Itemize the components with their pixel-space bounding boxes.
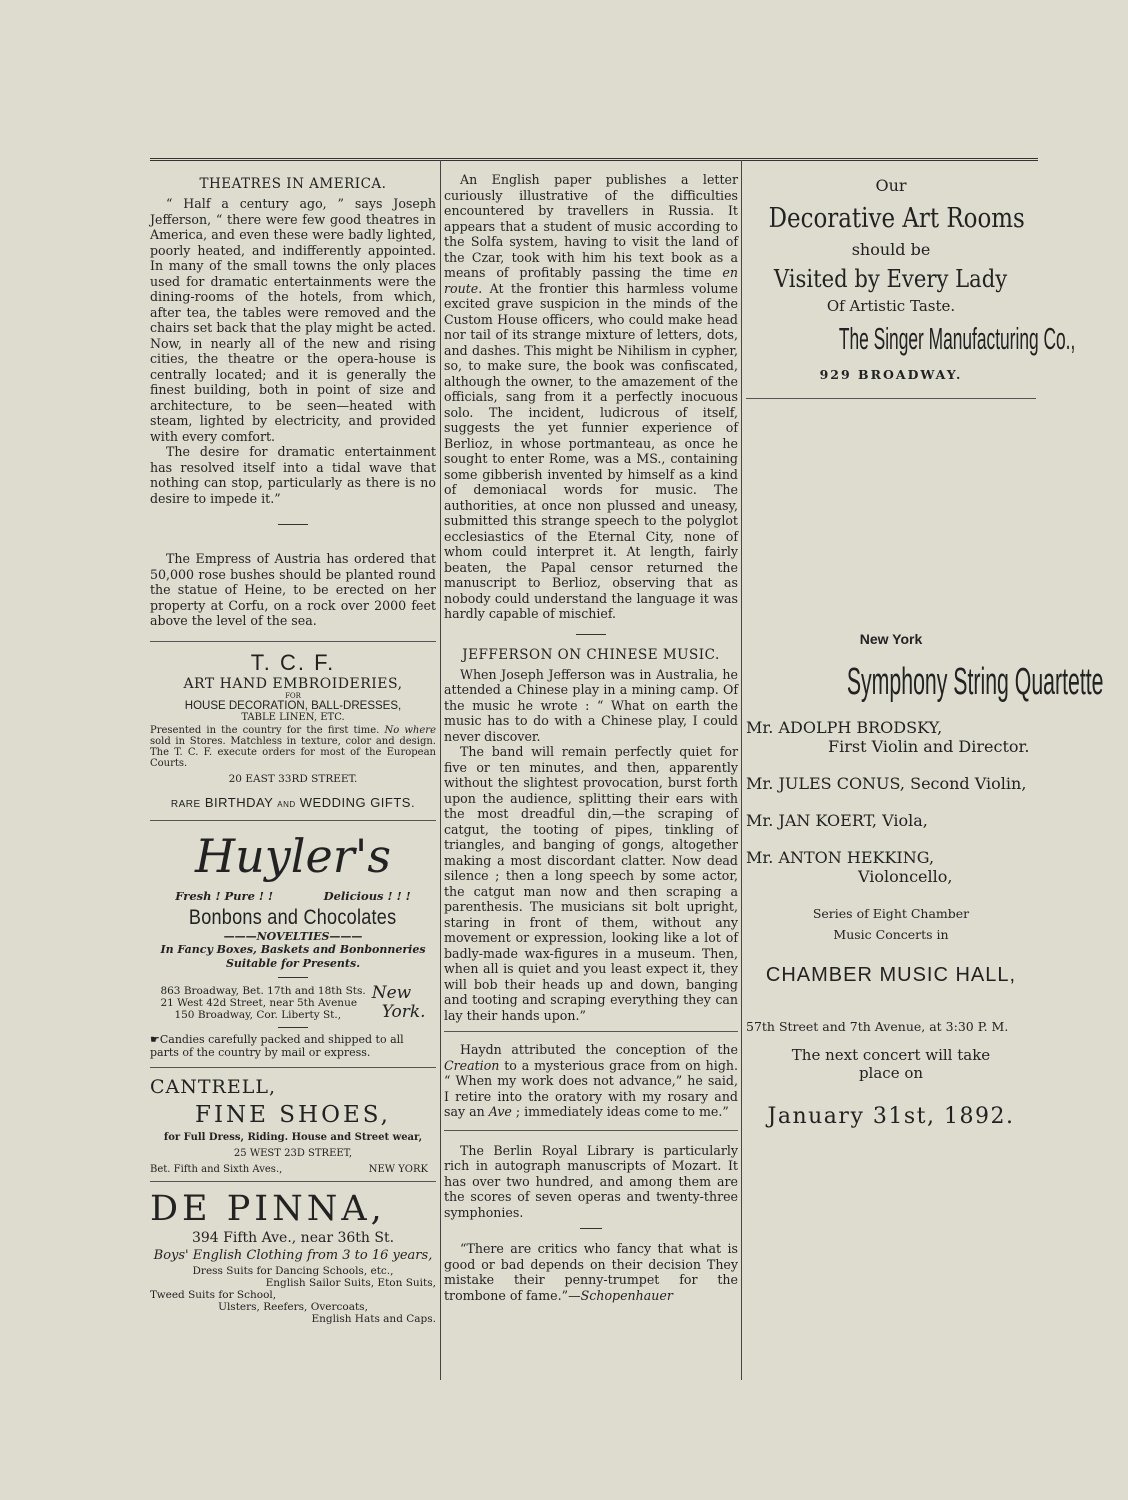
tcf-no: No [384,724,400,736]
separator [444,1130,738,1131]
singer-advertisement [746,176,1076,382]
singer-company-text: The Singer Manufacturing Co., [838,321,1076,356]
column-2 [444,172,738,1303]
huylers-addresses [150,984,436,1022]
member-4-role: Violoncello, [858,867,953,886]
member-3: Mr. JAN KOERT, Viola, [746,811,928,830]
huylers-advertisement [150,829,436,1059]
jefferson-heading: JEFFERSON ON CHINESE MUSIC. [462,646,720,663]
separator [746,398,1036,399]
singer-company [746,321,1076,357]
column-1 [150,172,436,1325]
depinna-address: 394 Fifth Ave., near 36th St. [191,1229,395,1246]
column-divider-1 [440,160,441,1380]
theatres-paragraph-1: “ Half a century ago, ” says Joseph Jefferson, “ there were few good theatres in America, and even these were badly lighted, poorly heated, and indifferently appointed. In many of the small towns the only places used for dramatic entertainments were the dining-rooms of the hotels, from which, after tea, the tables were removed and the chairs set back that the play might be acted. Now, in nearly all of the new and rising cities, the theatre or the opera-house is centrally located; and it is generally the finest building, both in point of size and architecture, to be seen—heated with steam, lighted by electricity, and provided with every comfort. [150,196,436,444]
tcf-gifts-and: AND [277,799,296,809]
tcf-body [150,725,436,769]
singer-address: 929 BROADWAY. [819,367,963,382]
depinna-name: DE PINNA, [150,1188,386,1229]
russia-text-b: At the frontier this harmless volume excited grave suspicion in the minds of the Custom House officers, who could make head nor tail of its strange mixture of letters, dots, and dashes. This might be Nihilism in cypher, so, to make sure, the book was confiscated, although the owner, to the amazement of the officials, sang from it a perfectly inocuous solo. The incident, ludicrous of itself, suggests the yet funnier experience of Berlioz, in whose portmanteau, as once he sought to enter Rome, was a MS., containing some gibberish invented by himself as a kind of demoniacal words for music. The authorities, at once non plussed and uneasy, submitted this strange speech to the polyglot ecclesiastics of the Eternal City, none of whom could interpret it. At length, fairly beaten, the Papal censor returned the manuscript to Berlioz, observing that as nobody could understand the language it was hardly capable of mischief. [444,280,738,621]
critics-paragraph [444,1241,738,1303]
cantrell-name: CANTRELL, [150,1075,277,1098]
separator [150,1181,436,1182]
haydn-creation: Creation [444,1057,500,1073]
next-concert-1: The next concert will take [791,1046,991,1064]
empress-paragraph: The Empress of Austria has ordered that 50,000 rose bushes should be planted round the statue of Heine, to be erected on her property at Corfu, on a rock over 2000 feet above the level of the sea. [150,551,436,628]
huylers-bonbons-text: Bonbons and Chocolates [189,905,397,929]
depinna-line-2: English Sailor Suits, Eton Suits, [265,1276,436,1289]
russia-en-route: en route. [444,265,738,296]
top-double-rule [150,158,1038,161]
singer-our: Our [875,176,907,195]
huylers-candies: ☛Candies carefully packed and shipped to all parts of the country by mail or express. [150,1032,404,1059]
singer-should: should be [851,240,931,259]
haydn-text-b: to a mysterious grace from on high. “ When my work does not advance,” he said, I retire into the oratory with my rosary and say an [444,1057,738,1119]
cantrell-shoes: FINE SHOES, [195,1101,391,1128]
tcf-body-a: Presented in the country for the first time. [150,724,380,736]
russia-text-a: An English paper publishes a letter curiously illustrative of the difficulties encountered by travellers in Russia. It appears that a student of music according to the Solfa system, having to visit the land of the Czar, took with him his text book as a means of profitably passing the time [444,172,738,280]
separator [150,820,436,821]
short-rule [580,1228,602,1229]
quartette-name-text: Symphony String Quartette [846,661,1104,703]
haydn-ave: Ave [488,1104,512,1119]
cantrell-ny: NEW YORK [368,1163,428,1175]
huylers-new-york [372,984,426,1022]
short-rule [278,524,308,525]
member-4: Mr. ANTON HEKKING, [746,848,935,867]
critics-author: Schopenhauer [580,1287,673,1303]
huylers-logo: Huyler's [195,828,391,883]
series-line-1: Series of Eight Chamber [812,906,970,921]
separator [150,1067,436,1068]
quartette-name [746,659,1104,704]
cantrell-advertisement [150,1076,436,1175]
quartette-city: New York [859,631,923,647]
member-1-role: First Violin and Director. [828,737,1030,756]
hall-location: 57th Street and 7th Avenue, at 3:30 P. M. [746,1019,1009,1034]
tcf-title: T. C. F. [250,649,336,675]
singer-visited-text: Visited by Every Lady [774,265,1008,293]
singer-decorative-text: Decorative Art Rooms [768,203,1025,234]
tcf-gifts [150,795,436,810]
tcf-line1: ART HAND EMBROIDERIES, [183,675,403,692]
singer-decorative [746,203,1036,234]
depinna-line-3: Tweed Suits for School, [150,1288,277,1301]
tcf-body-b: sold in Stores. Matchless in texture, color and design. The T. C. F. execute orders for most of the European Courts. [150,735,436,769]
tcf-gifts-birthday: BIRTHDAY [204,794,274,810]
tcf-address: 20 EAST 33RD STREET. [228,772,358,785]
huylers-address-2: 21 West 42d Street, near 5th Avenue [160,996,358,1009]
cantrell-bet: Bet. Fifth and Sixth Aves., [150,1163,283,1175]
huylers-tagline [150,889,436,903]
tcf-advertisement [150,650,436,810]
concert-date: January 31st, 1892. [767,1104,1015,1129]
hall-name: CHAMBER MUSIC HALL, [765,964,1017,986]
huylers-address-1: 863 Broadway, Bet. 17th and 18th Sts. [160,984,366,997]
haydn-text-c: ; immediately ideas come to me.” [515,1104,729,1119]
huylers-address-3: 150 Broadway, Cor. Liberty St., [174,1008,342,1021]
short-rule [278,1027,308,1028]
singer-visited [746,265,1036,293]
jefferson-paragraph-1: When Joseph Jefferson was in Australia, he attended a Chinese play in a mining camp. Of the music he wrote : “ What on earth the music has to do with a Chinese play, I could never discover. [444,666,738,744]
next-concert-2: place on [858,1064,924,1082]
huylers-ny-2: York. [381,1001,426,1022]
member-2: Mr. JULES CONUS, Second Violin, [746,774,1027,793]
huylers-bonbons [150,905,436,930]
depinna-line-5: English Hats and Caps. [311,1312,436,1325]
depinna-line-1: Dress Suits for Dancing Schools, etc., [192,1264,394,1277]
cantrell-bottom [150,1164,436,1175]
tcf-line2: HOUSE DECORATION, BALL-DRESSES, [184,699,402,712]
quartette-advertisement [746,631,1104,1129]
tcf-gifts-rare: RARE [170,798,201,810]
depinna-boys: Boys' English Clothing from 3 to 16 years, [153,1247,433,1263]
depinna-advertisement [150,1190,436,1325]
column-3 [746,172,1104,1129]
huylers-ny-1: New [371,982,412,1003]
cantrell-for: for Full Dress, Riding. House and Street wear, [163,1131,423,1143]
jefferson-paragraph-2: The band will remain perfectly quiet for five or ten minutes, and then, apparently without the slightest provocation, burst forth upon the audience, splitting their ears with the most dreadful din,—the scraping of catgut, the tooting of pipes, tinkling of triangles, and banging of gongs, altogether making a most discordant clatter. Now dead silence ; then a long speech by some actor, the catgut man now and then scraping a parenthesis. The musicians sit bolt upright, staring in front of them, without any movement or expression, looking like a lot of badly-made wax-figures in a museum. Then, when all is quiet and you least expect it, they will bob their heads up and down, banging and tooting and scraping everything they can lay their hands upon.” [444,744,738,1023]
member-1: Mr. ADOLPH BRODSKY, [746,718,943,737]
tcf-where: where [404,724,436,736]
short-rule [576,634,606,635]
blank-space [746,407,1036,631]
theatres-heading: THEATRES IN AMERICA. [199,176,387,192]
theatres-paragraph-2: The desire for dramatic entertainment has resolved itself into a tidal wave that nothing can stop, particularly as there is no desire to impede it.” [150,444,436,506]
tcf-for: FOR [285,691,301,700]
russia-paragraph [444,172,738,622]
huylers-fresh: Fresh ! Pure ! ! [175,888,274,903]
huylers-delicious: Delicious ! ! ! [323,888,411,903]
depinna-list [150,1265,436,1325]
tcf-line3: TABLE LINEN, ETC. [241,711,345,723]
short-rule [278,977,308,978]
huylers-fancy: In Fancy Boxes, Baskets and Bonbonneries Suitable for Presents. [160,942,426,970]
cantrell-address: 25 WEST 23D STREET, [233,1147,353,1159]
series-line-2: Music Concerts in [833,927,949,942]
critics-text: “There are critics who fancy that what is good or bad depends on their decision They mistake their penny-trumpet for the trombone of fame.”— [444,1241,738,1303]
berlin-paragraph: The Berlin Royal Library is particularly rich in autograph manuscripts of Mozart. It has over two hundred, and among them are the scores of seven operas and twenty-three symphonies. [444,1142,738,1220]
haydn-text-a: Haydn attributed the conception of the [460,1042,738,1057]
separator [150,641,436,642]
singer-taste: Of Artistic Taste. [826,297,956,315]
tcf-gifts-wedding: WEDDING GIFTS. [299,794,416,810]
depinna-line-4: Ulsters, Reefers, Overcoats, [218,1300,368,1313]
huylers-novelties: ———NOVELTIES——— [223,929,363,943]
haydn-paragraph [444,1042,738,1120]
separator [444,1031,738,1032]
column-divider-2 [741,160,742,1380]
